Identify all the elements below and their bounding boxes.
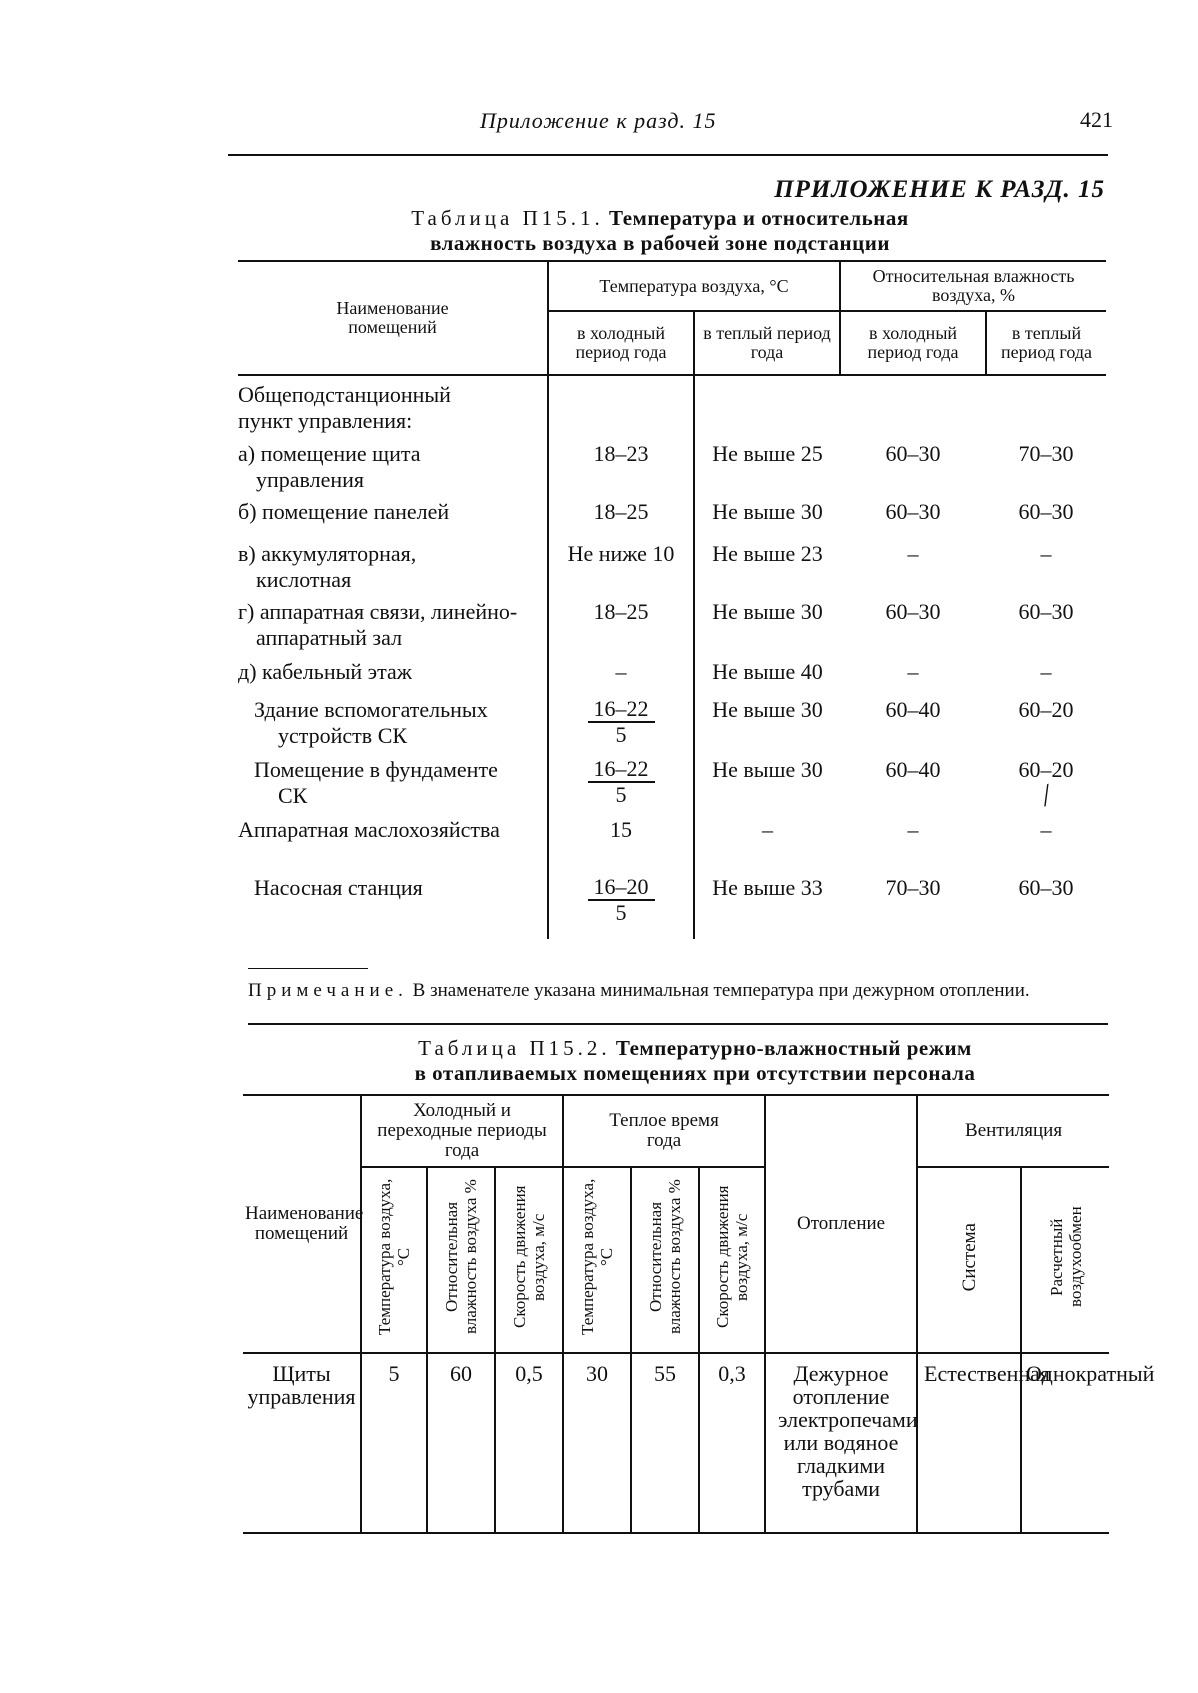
th-h-cold: в холодный период года (840, 311, 986, 375)
appendix-heading: ПРИЛОЖЕНИЕ К РАЗД. 15 (774, 176, 1105, 203)
cell-h-warm: – (1040, 541, 1052, 566)
table-row (238, 435, 1106, 493)
table1-note (248, 978, 1108, 1003)
cell-t-cold: 18–25 (548, 593, 694, 653)
th2-cold-air-speed: Скорость движения воздуха, м/с (510, 1185, 549, 1329)
table1-caption-label: Таблица П15.1. (411, 206, 604, 230)
cell-h-warm: 60–30 (1018, 499, 1074, 524)
cell-t-cold: 18–25 (548, 493, 694, 535)
row-name: Аппаратная маслохозяйства (238, 817, 500, 842)
th2-ventilation-system: Система (958, 1222, 980, 1292)
table2 (243, 1094, 1155, 1534)
cell-t-warm: Не выше 30 (694, 751, 840, 811)
cell-h-warm: 60–30 (1018, 599, 1074, 624)
row-name: Насосная станция (254, 875, 423, 900)
fraction-numerator: 16–22 (588, 757, 655, 783)
cell-air-exchange: Однократный (1021, 1353, 1109, 1533)
cell-t-cold: 15 (548, 811, 694, 869)
fraction (588, 875, 655, 925)
cell-cold-humidity: 60 (427, 1353, 495, 1533)
th2-air-exchange: Расчетный воздухообмен (1046, 1206, 1085, 1308)
cell-h-warm-value: 60–20 (1018, 757, 1074, 782)
cell-h-warm: 70–30 (1018, 441, 1074, 466)
cell-h-cold: 60–30 (885, 499, 941, 524)
table-row (238, 593, 1106, 653)
cell-h-warm: 60–20 (1018, 697, 1074, 722)
row-name: Помещение в фундаменте СК (254, 757, 498, 808)
fraction (588, 697, 655, 747)
cell-h-cold: 60–30 (885, 599, 941, 624)
cell-t-cold: – (548, 653, 694, 691)
section-separator-rule (248, 1023, 1108, 1025)
cell-t-warm: Не выше 25 (694, 435, 840, 493)
row-name: д) кабельный этаж (238, 659, 412, 684)
cell-t-warm: Не выше 23 (694, 535, 840, 593)
fraction-numerator: 16–22 (588, 697, 655, 723)
table2-caption-label: Таблица П15.2. (418, 1036, 611, 1060)
table-row (238, 535, 1106, 593)
table1-caption-title-line1: Температура и относительная (608, 206, 909, 230)
cell-t-warm: Не выше 33 (694, 869, 840, 939)
cell-t-warm: Не выше 30 (694, 691, 840, 751)
row-name: а) помещение щита управления (238, 441, 421, 492)
cell-t-warm: Не выше 30 (694, 593, 840, 653)
table-row (238, 493, 1106, 535)
table-row (238, 691, 1106, 751)
fraction-numerator: 16–20 (588, 875, 655, 901)
page-number: 421 (1080, 107, 1113, 132)
table2-caption-title-line2: в отапливаемых помещениях при отсутствии персонала (414, 1061, 976, 1085)
th-humidity: Относительная влажность воздуха, % (840, 261, 1106, 311)
th2-cold-group: Холодный и переходные периоды года (361, 1095, 563, 1167)
cell-warm-speed: 0,3 (699, 1353, 765, 1533)
th2-warm-air-speed: Скорость движения воздуха, м/с (713, 1185, 752, 1329)
th-h-warm: в теплый период года (986, 311, 1106, 375)
cell-ventilation-system: Естественная (917, 1353, 1021, 1533)
table-row (238, 751, 1106, 811)
cell-h-cold: 60–30 (885, 441, 941, 466)
th2-cold-temperature: Температура воздуха, °С (375, 1178, 413, 1336)
cell-room-name: Щиты управления (243, 1353, 361, 1533)
cell-cold-speed: 0,5 (495, 1353, 563, 1533)
th2-warm-humidity: Относительная влажность воздуха % (646, 1179, 685, 1335)
th-t-cold: в холодный период года (548, 311, 694, 375)
table1 (238, 260, 1106, 939)
table-row (238, 869, 1106, 939)
row-name: г) аппаратная связи, линейно-аппаратный зал (238, 599, 518, 650)
cell-h-cold: 60–40 (885, 757, 941, 782)
table1-caption (360, 206, 960, 256)
note-rule (248, 968, 368, 969)
cell-h-cold: – (907, 659, 919, 684)
table1-caption-title-line2: влажность воздуха в рабочей зоне подстанции (430, 231, 890, 255)
cell-h-cold: 60–40 (885, 697, 941, 722)
header-rule (228, 154, 1108, 156)
th-room-name: Наименование помещений (238, 261, 548, 375)
row-name: Здание вспомогательных устройств СК (254, 697, 488, 748)
th2-heating: Отопление (765, 1095, 917, 1353)
cell-t-warm: – (694, 811, 840, 869)
cell-h-cold: – (907, 541, 919, 566)
row-name: б) помещение панелей (238, 499, 450, 524)
cell-h-warm: – (1040, 659, 1052, 684)
cell-t-cold: 18–23 (548, 435, 694, 493)
group-title: Общеподстанционный пункт управления: (238, 382, 451, 433)
cell-warm-humidity: 55 (631, 1353, 699, 1533)
cell-t-warm: Не выше 30 (694, 493, 840, 535)
th2-room-name: Наименование помещений (243, 1095, 361, 1353)
th2-cold-humidity: Относительная влажность воздуха % (442, 1179, 480, 1335)
fraction-denominator: 5 (615, 782, 627, 807)
th-temperature: Температура воздуха, °С (548, 261, 840, 311)
table-row (243, 1353, 1109, 1533)
cell-h-warm (986, 751, 1106, 811)
table2-caption (360, 1036, 1030, 1086)
th-t-warm: в теплый период года (694, 311, 840, 375)
cell-h-cold: – (907, 817, 919, 842)
cell-h-warm: 60–30 (1018, 875, 1074, 900)
table2-caption-title-line1: Температурно-влажностный режим (615, 1036, 972, 1060)
cell-warm-temp: 30 (563, 1353, 631, 1533)
note-label: Примечание. (248, 980, 408, 1001)
cell-h-cold: 70–30 (885, 875, 941, 900)
th2-ventilation: Вентиляция (917, 1095, 1109, 1167)
fraction (588, 757, 655, 807)
fraction-denominator: 5 (615, 900, 627, 925)
th2-warm-group: Теплое время года (563, 1095, 765, 1167)
cell-t-cold: Не ниже 10 (548, 535, 694, 593)
table-row (238, 653, 1106, 691)
table-row (238, 811, 1106, 869)
fraction-denominator: 5 (615, 722, 627, 747)
cell-cold-temp: 5 (361, 1353, 427, 1533)
row-name: в) аккумуляторная, кислотная (238, 541, 417, 592)
cell-heating: Дежурное отопление электропечами или водяное гладкими трубами (765, 1353, 917, 1533)
cell-h-warm: – (1040, 817, 1052, 842)
th2-warm-temperature: Температура воздуха, °С (578, 1178, 617, 1336)
running-title: Приложение к разд. 15 (480, 108, 717, 133)
note-text: В знаменателе указана минимальная температура при дежурном отоплении. (412, 980, 1030, 1001)
cell-t-warm: Не выше 40 (694, 653, 840, 691)
handwritten-check-mark: / (1036, 778, 1056, 813)
